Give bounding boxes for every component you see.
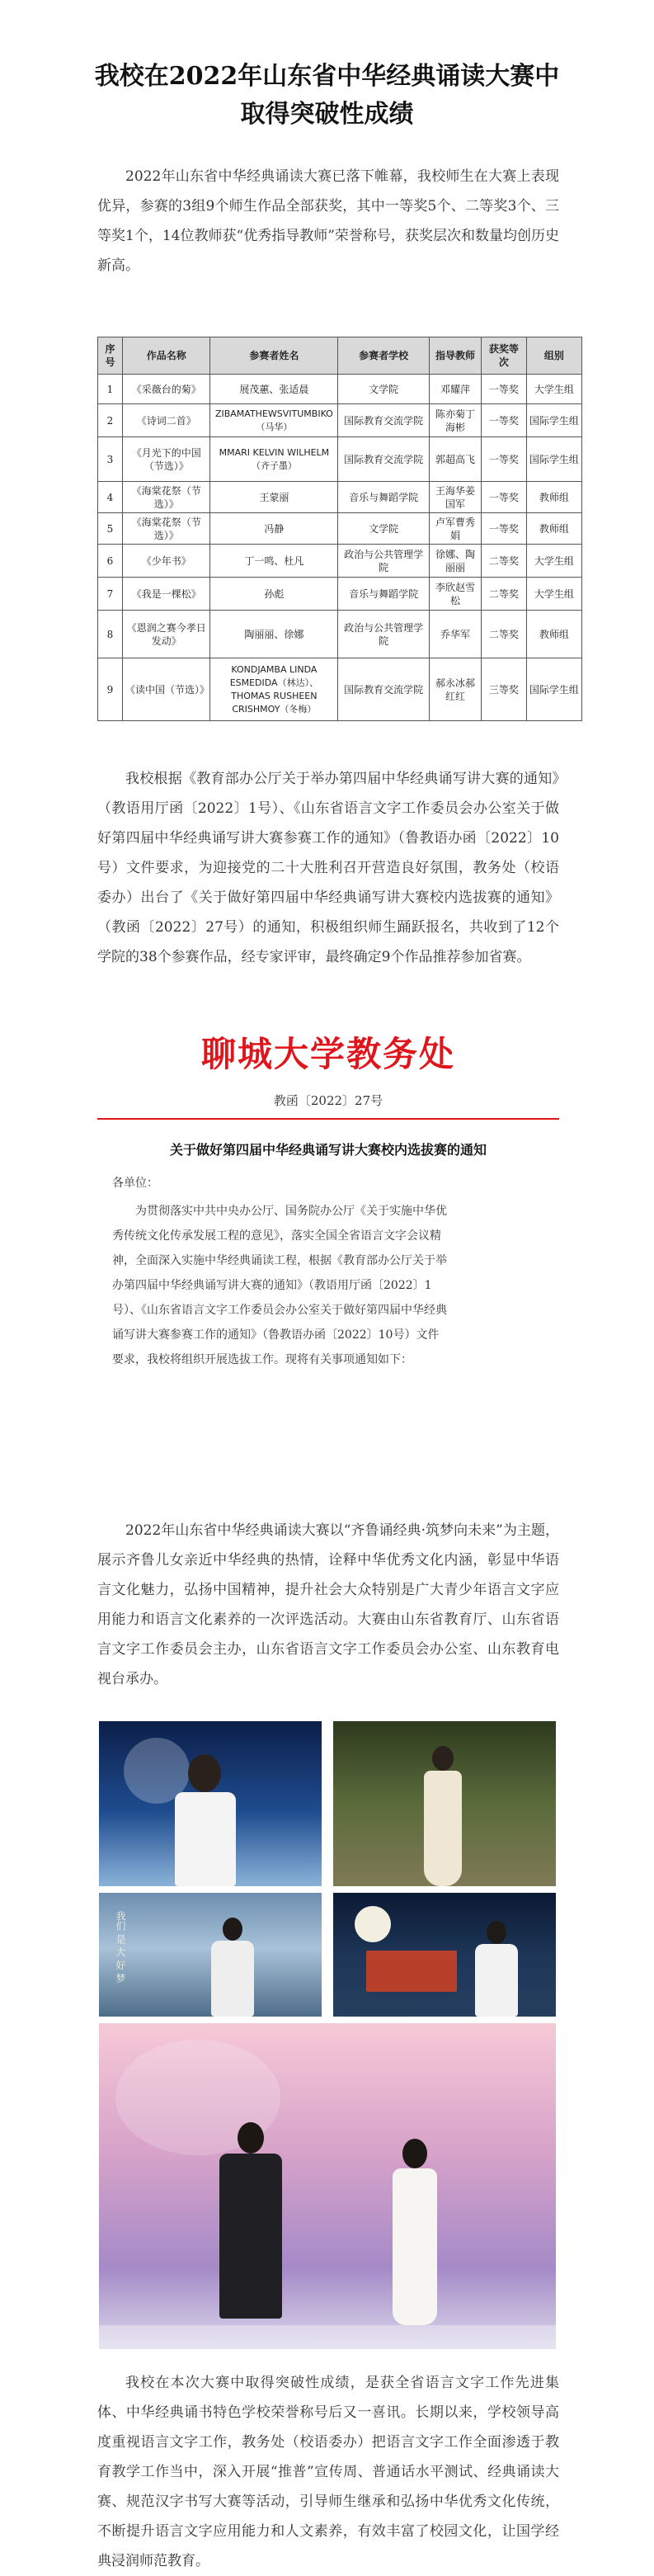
table-row bbox=[98, 482, 582, 513]
cell-work: 《读中国（节选）》 bbox=[122, 658, 209, 721]
cell-award: 一等奖 bbox=[482, 404, 527, 437]
cell-work: 《采薇台的菊》 bbox=[122, 375, 209, 404]
cell-award: 二等奖 bbox=[482, 545, 527, 578]
cell-index: 5 bbox=[98, 513, 123, 545]
cell-group: 国际学生组 bbox=[526, 658, 581, 721]
cell-award: 一等奖 bbox=[482, 375, 527, 404]
notice-document-image bbox=[97, 1027, 559, 1477]
cell-school: 政治与公共管理学院 bbox=[338, 545, 430, 578]
performer-body bbox=[475, 1944, 518, 2017]
cell-group: 教师组 bbox=[526, 482, 581, 513]
cell-work: 《海棠花祭（节选）》 bbox=[122, 482, 209, 513]
background-paragraph: 我校根据《教育部办公厅关于举办第四届中华经典诵写讲大赛的通知》（教语用厅函〔2022〕1号）、《山东省语言文字工作委员会办公室关于做好第四届中华经典诵写讲大赛参赛工作的通知》（鲁教语办函〔2022〕10号）文件要求，为迎接党的二十大胜利召开营造良好氛围，教务处（校语委办）出台了《关于做好第四届中华经典诵写讲大赛校内选拔赛的通知》（教函〔2022〕27号）的通知，积极组织师生踊跃报名，共收到了12个学院的38个参赛作品，经专家评审，最终确定9个作品推荐参加省赛。 bbox=[97, 771, 559, 965]
performer-head bbox=[188, 1754, 221, 1792]
table-row bbox=[98, 404, 582, 437]
cell-index: 4 bbox=[98, 482, 123, 513]
performer-head bbox=[487, 1921, 506, 1944]
closing-paragraph: 我校在本次大赛中取得突破性成绩，是获全省语言文字工作先进集体、中华经典诵书特色学校荣誉称号后又一喜讯。长期以来，学校领导高度重视语言文字工作，教务处（校语委办）把语言文字工作全面渗透于教育教学工作当中，深入开展“推普”宣传周、普通话水平测试、经典诵读大赛、规范汉字书写大赛等活动，引导师生继承和弘扬中华优秀文化传统，不断提升语言文字应用能力和人文素养，有效丰富了校园文化，让国学经典浸润师范教育。 bbox=[97, 2375, 559, 2569]
table-row bbox=[98, 545, 582, 578]
cell-group: 教师组 bbox=[526, 513, 581, 545]
performer-body bbox=[211, 1941, 254, 2017]
cell-award: 一等奖 bbox=[482, 482, 527, 513]
cell-participant: 冯静 bbox=[210, 513, 338, 545]
cell-work: 《恩润之赛今孝日发动》 bbox=[122, 611, 209, 658]
cell-school: 文学院 bbox=[338, 513, 430, 545]
cell-advisor: 卢军曹秀娟 bbox=[429, 513, 481, 545]
performer-head bbox=[432, 1746, 454, 1771]
table-row bbox=[98, 437, 582, 482]
cell-school: 政治与公共管理学院 bbox=[338, 611, 430, 658]
header-work: 作品名称 bbox=[122, 337, 209, 375]
cell-award: 一等奖 bbox=[482, 437, 527, 482]
cell-advisor: 李欣赵雪松 bbox=[429, 578, 481, 611]
header-participant: 参赛者姓名 bbox=[210, 337, 338, 375]
cell-award: 二等奖 bbox=[482, 578, 527, 611]
cell-award: 一等奖 bbox=[482, 513, 527, 545]
cell-index: 8 bbox=[98, 611, 123, 658]
header-group: 组别 bbox=[526, 337, 581, 375]
cell-index: 1 bbox=[98, 375, 123, 404]
cell-index: 2 bbox=[98, 404, 123, 437]
cell-school: 国际教育交流学院 bbox=[338, 658, 430, 721]
cell-advisor: 邓耀萍 bbox=[429, 375, 481, 404]
cell-participant: MMARI KELVIN WILHELM（齐子墨） bbox=[210, 437, 338, 482]
performance-photo-man-palace bbox=[333, 1893, 556, 2017]
table-row bbox=[98, 578, 582, 611]
cell-index: 7 bbox=[98, 578, 123, 611]
performance-photo-woman-garden bbox=[333, 1721, 556, 1886]
cell-work: 《月光下的中国（节选）》 bbox=[122, 437, 209, 482]
notice-red-rule bbox=[97, 1118, 559, 1120]
performance-photo-duo-stage bbox=[99, 2023, 556, 2349]
cell-participant: ZIBAMATHEWSVITUMBIKO（马华） bbox=[210, 404, 338, 437]
table-header-row bbox=[98, 337, 582, 375]
cell-group: 国际学生组 bbox=[526, 404, 581, 437]
performer-body bbox=[175, 1792, 236, 1886]
cell-work: 《海棠花祭（节选）》 bbox=[122, 513, 209, 545]
notice-salutation: 各单位： bbox=[112, 1177, 158, 1190]
table-row bbox=[98, 611, 582, 658]
notice-title: 关于做好第四届中华经典诵写讲大赛校内选拔赛的通知 bbox=[169, 1142, 487, 1158]
title-line-2: 取得突破性成绩 bbox=[240, 100, 414, 129]
table-row bbox=[98, 375, 582, 404]
intro-paragraph: 2022年山东省中华经典诵读大赛已落下帷幕，我校师生在大赛上表现优异，参赛的3组9个师生作品全部获奖，其中一等奖5个、二等奖3个、三等奖1个，14位教师获“优秀指导教师”荣誉称号，获奖层次和数量均创历史新高。 bbox=[97, 168, 559, 274]
cell-award: 二等奖 bbox=[482, 611, 527, 658]
header-advisor: 指导教师 bbox=[429, 337, 481, 375]
cell-advisor: 郭超高飞 bbox=[429, 437, 481, 482]
stage-floor bbox=[99, 2325, 556, 2349]
cell-award: 三等奖 bbox=[482, 658, 527, 721]
table-row bbox=[98, 658, 582, 721]
cell-school: 国际教育交流学院 bbox=[338, 404, 430, 437]
notice-reference-number: 教函〔2022〕27号 bbox=[273, 1093, 383, 1108]
palace-building bbox=[366, 1951, 457, 1992]
contest-description-paragraph: 2022年山东省中华经典诵读大赛以“齐鲁诵经典·筑梦向未来”为主题，展示齐鲁儿女亲近中华经典的热情，诠释中华优秀文化内涵，彰显中华语言文化魅力，弘扬中国精神，提升社会大众特别是广大青少年语言文字应用能力和语言文化素养的一次评选活动。大赛由山东省教育厅、山东省语言文字工作委员会主办，山东省语言文字工作委员会办公室、山东教育电视台承办。 bbox=[97, 1522, 559, 1687]
cell-school: 音乐与舞蹈学院 bbox=[338, 578, 430, 611]
cell-advisor: 郝永冰郝红红 bbox=[429, 658, 481, 721]
cell-advisor: 乔华军 bbox=[429, 611, 481, 658]
performer-body bbox=[219, 2154, 282, 2319]
cell-advisor: 徐娜、陶丽丽 bbox=[429, 545, 481, 578]
performer-body bbox=[424, 1771, 462, 1886]
cell-participant: 展茂蕙、张适晨 bbox=[210, 375, 338, 404]
cell-group: 教师组 bbox=[526, 611, 581, 658]
notice-body: 为贯彻落实中共中央办公厅、国务院办公厅《关于实施中华优秀传统文化传承发展工程的意见》，落实全国全省语言文字会议精神，全面深入实施中华经典诵读工程，根据《教育部办公厅关于举办第四届中华经典诵写讲大赛的通知》（教语用厅函〔2022〕1号）、《山东省语言文字工作委员会办公室关于做好第四届中华经典诵写讲大赛参赛工作的通知》（鲁教语办函〔2022〕10号）文件要求，我校将组织开展选拔工作。现将有关事项通知如下： bbox=[112, 1205, 447, 1366]
cell-advisor: 陈亦菊丁海彬 bbox=[429, 404, 481, 437]
performer-body bbox=[393, 2168, 437, 2325]
cell-participant: 王蒙丽 bbox=[210, 482, 338, 513]
cell-group: 国际学生组 bbox=[526, 437, 581, 482]
moon bbox=[355, 1906, 391, 1942]
cell-work: 《诗词二首》 bbox=[122, 404, 209, 437]
cell-group: 大学生组 bbox=[526, 545, 581, 578]
notice-header: 聊城大学教务处 bbox=[200, 1034, 455, 1074]
cell-index: 3 bbox=[98, 437, 123, 482]
cell-group: 大学生组 bbox=[526, 375, 581, 404]
cell-school: 国际教育交流学院 bbox=[338, 437, 430, 482]
awards-table bbox=[97, 337, 582, 721]
performer-head bbox=[402, 2139, 427, 2168]
cell-work: 《我是一棵松》 bbox=[122, 578, 209, 611]
page-title bbox=[0, 58, 654, 134]
header-award: 获奖等次 bbox=[482, 337, 527, 375]
cell-index: 6 bbox=[98, 545, 123, 578]
cell-participant: KONDJAMBA LINDA ESMEDIDA（林达）、THOMAS RUSHEEN CRISHMOY（冬梅） bbox=[210, 658, 338, 721]
title-line-1: 我校在2022年山东省中华经典诵读大赛中 bbox=[94, 62, 560, 91]
performer-head bbox=[238, 2122, 264, 2154]
table-row bbox=[98, 513, 582, 545]
cell-participant: 孙彪 bbox=[210, 578, 338, 611]
cell-participant: 丁一鸣、杜凡 bbox=[210, 545, 338, 578]
header-school: 参赛者学校 bbox=[338, 337, 430, 375]
cell-group: 大学生组 bbox=[526, 578, 581, 611]
header-index: 序号 bbox=[98, 337, 123, 375]
cell-advisor: 王海华姜国军 bbox=[429, 482, 481, 513]
cell-participant: 陶丽丽、徐娜 bbox=[210, 611, 338, 658]
cell-school: 音乐与舞蹈学院 bbox=[338, 482, 430, 513]
cell-work: 《少年书》 bbox=[122, 545, 209, 578]
cell-index: 9 bbox=[98, 658, 123, 721]
cell-school: 文学院 bbox=[338, 375, 430, 404]
performance-photo-woman-white bbox=[99, 1721, 322, 1886]
performance-photo-man-landscape bbox=[99, 1893, 322, 2017]
performer-head bbox=[223, 1918, 242, 1941]
photo-caption-calligraphy: 我们 是 大 好 梦 bbox=[115, 1911, 126, 1984]
